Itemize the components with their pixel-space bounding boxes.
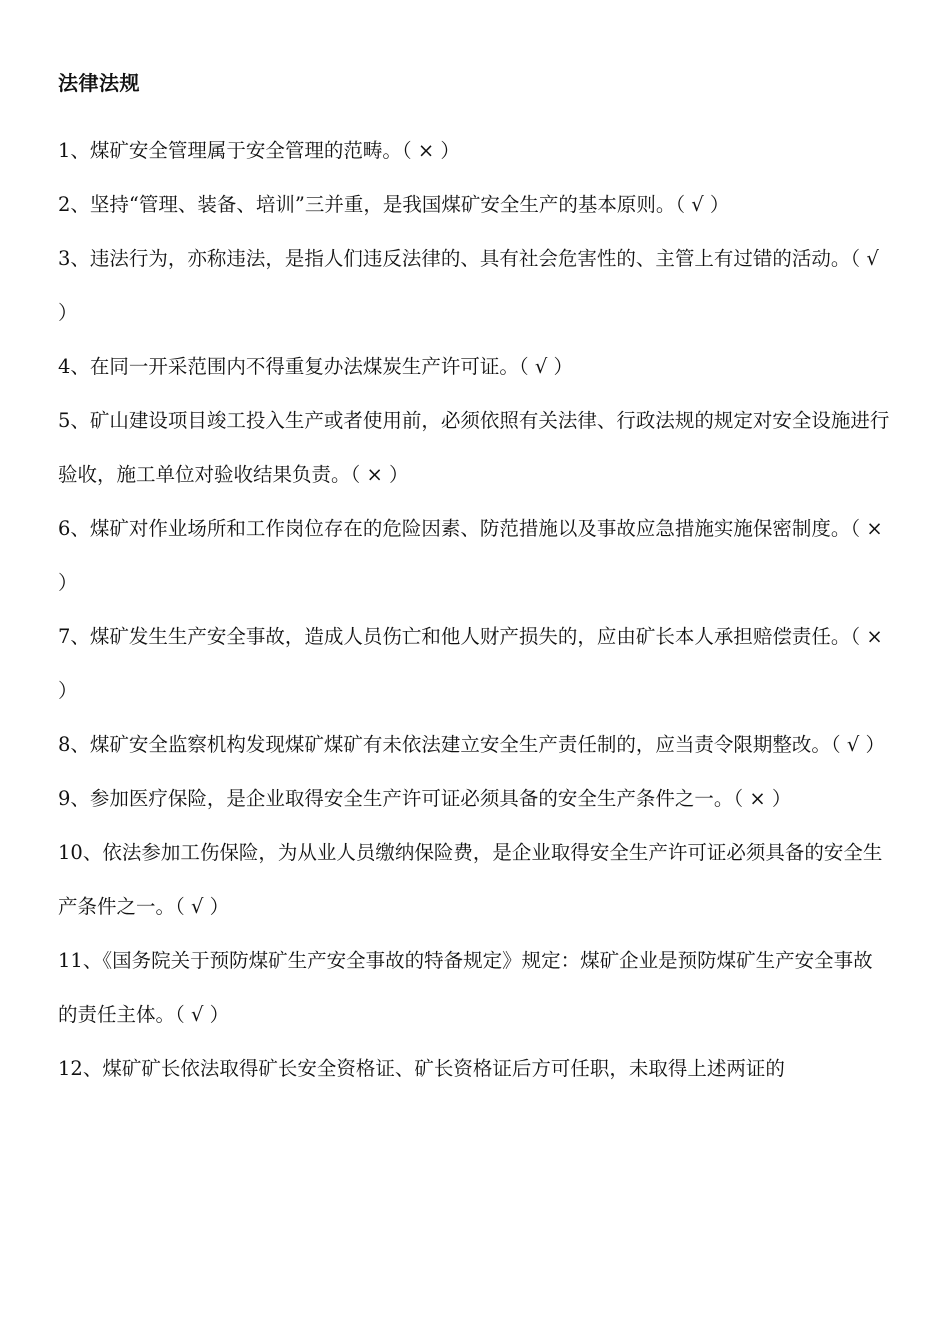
question-item: 4、在同一开采范围内不得重复办法煤炭生产许可证。（ √ ）: [58, 355, 573, 378]
question-item: 12、煤矿矿长依法取得矿长安全资格证、矿长资格证后方可任职，未取得上述两证的: [58, 1057, 785, 1080]
question-item: 7、煤矿发生生产安全事故，造成人员伤亡和他人财产损失的，应由矿长本人承担赔偿责任。（ × ）: [58, 625, 883, 702]
question-item: 6、煤矿对作业场所和工作岗位存在的危险因素、防范措施以及事故应急措施实施保密制度。（ × ）: [58, 517, 883, 594]
question-item: 11、《国务院关于预防煤矿生产安全事故的特备规定》规定：煤矿企业是预防煤矿生产安全事故的责任主体。（ √ ）: [58, 949, 873, 1026]
question-item: 9、参加医疗保险，是企业取得安全生产许可证必须具备的安全生产条件之一。（ × ）: [58, 787, 792, 810]
section-heading: 法律法规: [58, 71, 140, 95]
question-item: 3、违法行为，亦称违法，是指人们违反法律的、具有社会危害性的、主管上有过错的活动。（ √ ）: [58, 247, 879, 324]
question-item: 2、坚持“管理、装备、培训”三并重，是我国煤矿安全生产的基本原则。（ √ ）: [58, 193, 730, 216]
question-list: [58, 124, 890, 1096]
question-item: 5、矿山建设项目竣工投入生产或者使用前，必须依照有关法律、行政法规的规定对安全设施进行验收，施工单位对验收结果负责。（ × ）: [58, 409, 890, 486]
question-item: 10、依法参加工伤保险，为从业人员缴纳保险费，是企业取得安全生产许可证必须具备的安全生产条件之一。（ √ ）: [58, 841, 883, 918]
question-item: 8、煤矿安全监察机构发现煤矿煤矿有未依法建立安全生产责任制的，应当责令限期整改。（ √ ）: [58, 733, 885, 756]
question-item: 1、煤矿安全管理属于安全管理的范畴。（ × ）: [58, 139, 460, 162]
